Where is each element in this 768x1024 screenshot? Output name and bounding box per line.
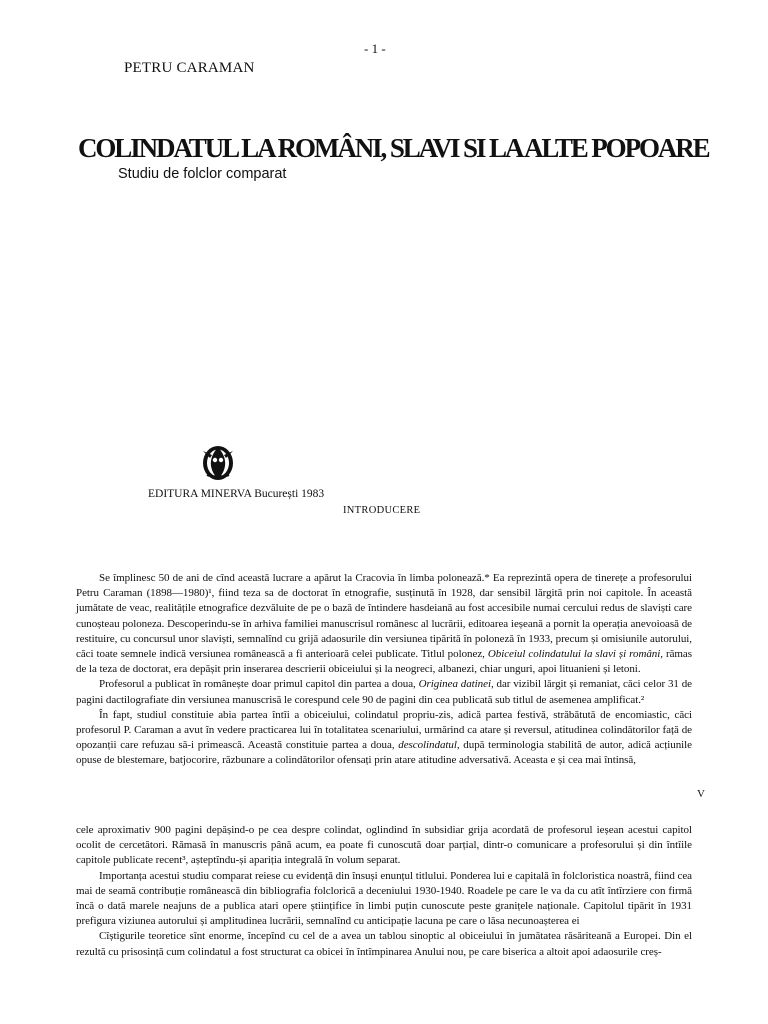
author-name: PETRU CARAMAN	[124, 60, 255, 76]
paragraph: Importanța acestui studiu comparat reiese cu evidență din însuși enunțul titlului. Ponderea lui e capitală în folcloristica noastră, fiind cea mai de seamă contribuție românească din bibliografia folclorică a deceniului 1930-1940. Roadele pe care le va da cu atît întîrziere con firmă încă o dată marele neajuns de a publica atari opere științifice în limbi puțin cunoscute peste granițele naționale. Capitolul tipărit în 1931 prefigura viziunea autorului și amplitudinea lucrării, semnalînd cu anticipație lacuna pe care o lăsa necunoașterea ei	[76, 869, 692, 928]
page-number: - 1 -	[364, 41, 386, 56]
publisher-line: EDITURA MINERVA București 1983	[148, 488, 325, 500]
paragraph: În fapt, studiul constituie abia partea întîi a obiceiului, colindatul propriu-zis, adică partea festivă, străbătută de encomiastic, căci profesorul P. Caraman a avut în vedere practicarea lui în totalitatea scenariului, urmărind ca atare și reversul, atitudinea colindătorilor față de opozanții care refuzau să-i primească. Această constituie partea a doua, descolindatul, după terminologia stabilită de autor, adică acțiunile opuse de blestemare, batjocorire, răzbunare a colindătorilor ofensați prin atare atitudine adversativă. Aceasta e și cea mai întinsă,	[76, 708, 692, 767]
book-subtitle: Studiu de folclor comparat	[118, 166, 287, 182]
page-roman-numeral: V	[697, 788, 705, 800]
paragraph: cele aproximativ 900 pagini depășind-o pe cea despre colindat, oglindind în subsidiar grija acordată de profesorul ieșean acestui capitol ocolit de cercetători. Rămasă în manuscris până acum, ea poate fi cunoscută doar parțial, dintr-o comunicare a profesorului și din întîile capitole publicate recent³, așteptîndu-și apariția integrală în volum separat.	[76, 824, 692, 867]
book-title: COLINDATUL LA ROMÂNI, SLAVI SI LA ALTE POPOARE	[78, 133, 709, 163]
paragraph: Cîștigurile teoretice sînt enorme, începînd cu cel de a avea un tablou sinoptic al obiceiului în jumătatea răsăriteană a Europei. Din el rezultă cu prisosință cum colindatul a fost structurat ca obicei în întîmpinarea Anului nou, pe care biserica a altoit apoi adaosurile creș-	[76, 930, 692, 958]
paragraph: Profesorul a publicat în românește doar primul capitol din partea a doua, Originea datinei, dar vizibil lărgit și remaniat, căci celor 31 de pagini dactilografiate din versiunea manuscrisă le corespund cele 90 de pagini din cea publicată sub titlul de asemenea amplificat.²	[76, 678, 692, 706]
paragraph: Se împlinesc 50 de ani de cînd această lucrare a apărut la Cracovia în limba polonează.* Ea reprezintă opera de tinerețe a profesorului Petru Caraman (1898—1980)¹, fiind teza sa de doctorat în etnografie, susținută în 1928, dar sensibil lărgită prin noi capitole. În această jumătate de veac, realitățile etnografice dezvăluite de pe o bază de întindere hasdeiană au fost accesibile numai cercului redus de slaviști care cunoșteau poloneza. Descoperindu-se în arhiva familiei manuscrisul românesc al lucrării, editoarea ieșeană a pornit la operația anevoioasă de restituire, cu concursul unor slaviști, semnalînd cu grijă adaosurile din versiunea tipărită în poloneză în 1933, precum și omisiunile autorului, căci toate semnele indică versiunea românească a fi anterioară celei publicate. Titlul polonez, Obiceiul colindatului la slavi și români, rămas de la teza de doctorat, era depășit prin inserarea descrierii obiceiului și la neogreci, albanezi, chiar unguri, apoi lituanieni și letoni.	[76, 572, 692, 676]
section-heading: INTRODUCERE	[343, 505, 421, 516]
body-text-block-2	[76, 823, 692, 960]
body-text-block-1	[76, 571, 692, 769]
minerva-owl-logo-icon	[199, 441, 237, 483]
